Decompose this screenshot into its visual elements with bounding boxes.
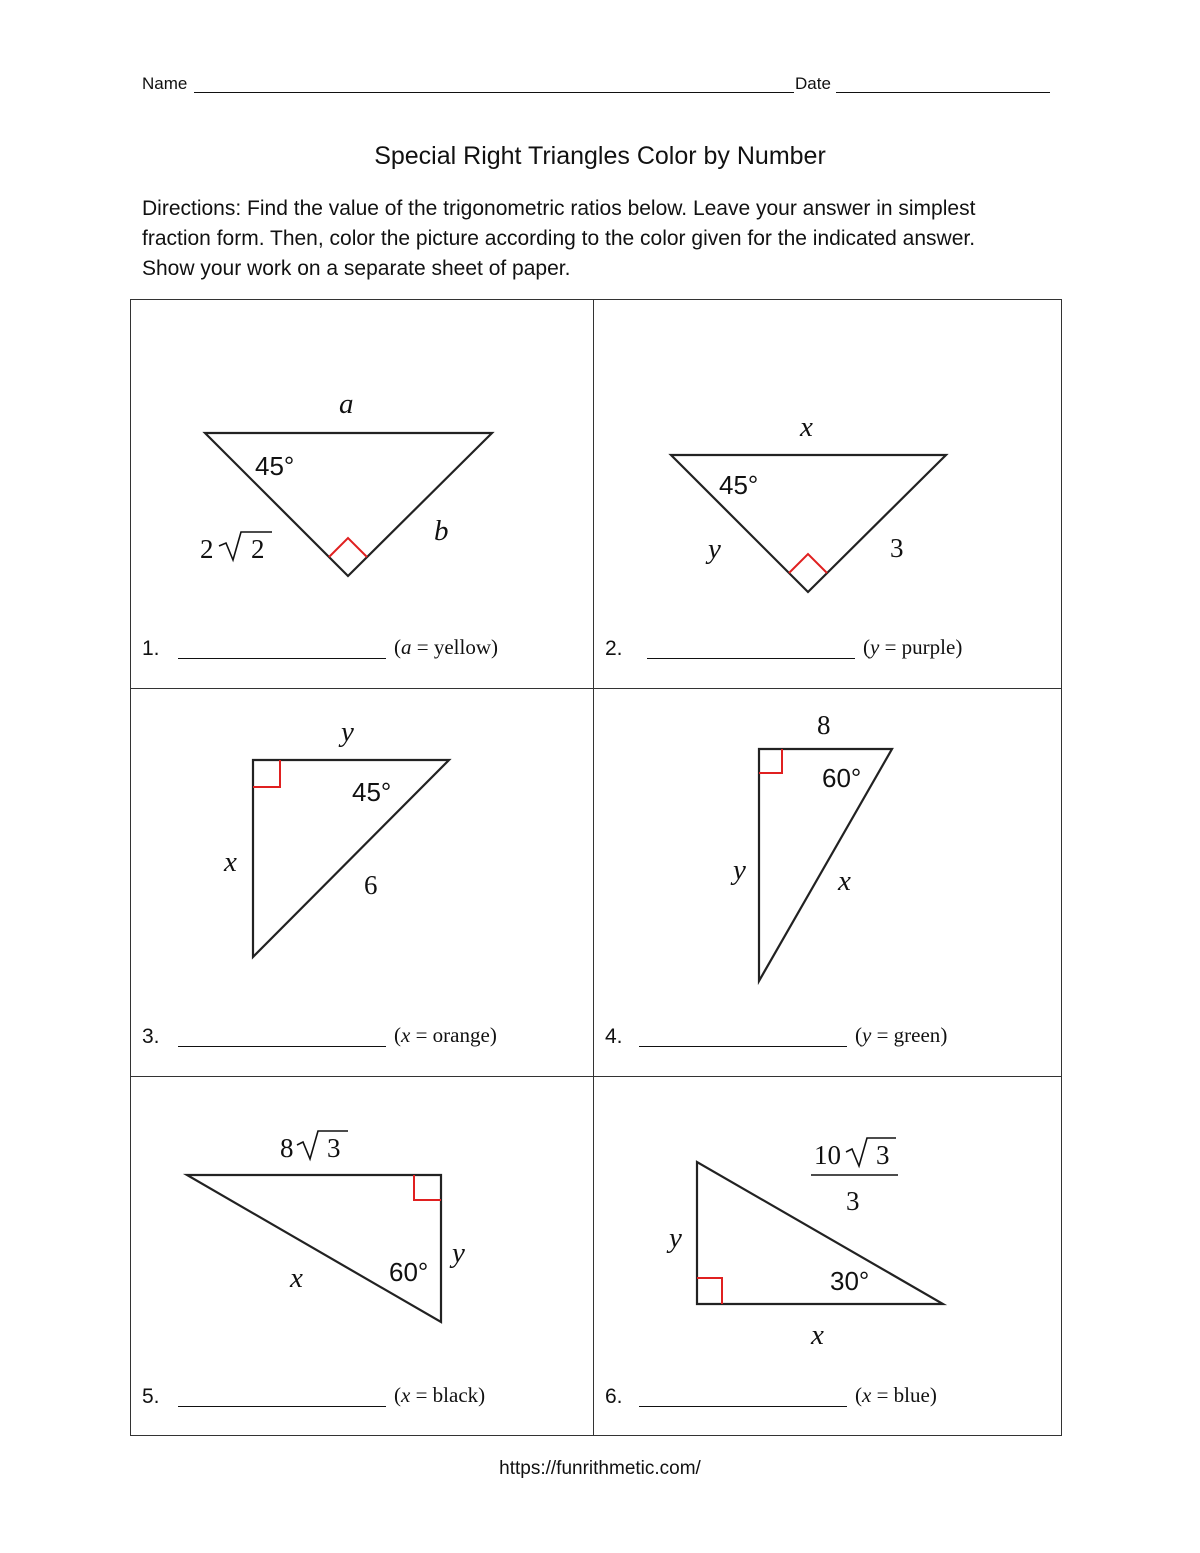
color-hint-6: (x = blue)	[855, 1383, 937, 1407]
p5-label-top-rad: 3	[327, 1133, 341, 1163]
name-label: Name	[142, 74, 188, 93]
right-angle-marker-6	[697, 1278, 722, 1304]
hint-equals-4: =	[876, 1023, 889, 1047]
triangle-3	[253, 760, 449, 957]
p1-label-top: a	[339, 388, 354, 420]
hint-equals-1: =	[416, 635, 429, 659]
triangle-6	[697, 1162, 943, 1304]
p2-label-left: y	[708, 533, 721, 565]
answer-blank-4[interactable]	[639, 1046, 847, 1047]
p4-label-hyp: x	[838, 865, 851, 897]
hint-equals-5: =	[415, 1383, 428, 1407]
hint-equals-2: =	[884, 635, 897, 659]
p1-label-left-coef: 2	[200, 534, 214, 564]
color-hint-2: (y = purple)	[863, 635, 963, 659]
p2-label-top: x	[800, 411, 813, 443]
p5-label-hyp: x	[290, 1262, 303, 1294]
right-angle-marker-2	[789, 554, 827, 573]
hint-variable-3: x	[401, 1023, 411, 1047]
p4-label-angle: 60°	[822, 763, 862, 793]
hint-color-3: orange	[432, 1023, 490, 1047]
right-angle-marker-1	[329, 538, 367, 557]
p6-label-hyp-num-coef: 10	[814, 1140, 841, 1170]
p6-label-hyp-num-rad: 3	[876, 1140, 890, 1170]
hint-color-6: blue	[893, 1383, 930, 1407]
hint-color-5: black	[432, 1383, 479, 1407]
triangle-2	[671, 455, 946, 592]
hint-variable-5: x	[401, 1383, 411, 1407]
color-hint-5: (x = black)	[394, 1383, 486, 1407]
p2-label-angle: 45°	[719, 470, 759, 500]
hint-variable-1: a	[401, 635, 412, 659]
p1-label-angle: 45°	[255, 451, 295, 481]
p2-label-right: 3	[890, 533, 904, 563]
p3-label-angle: 45°	[352, 777, 392, 807]
hint-variable-2: y	[870, 635, 880, 659]
problem-number-1: 1.	[142, 637, 160, 660]
p5-label-top-coef: 8	[280, 1133, 294, 1163]
p4-label-left: y	[733, 854, 746, 886]
hint-color-4: green	[893, 1023, 941, 1047]
hint-equals-3: =	[415, 1023, 428, 1047]
hint-color-1: yellow	[433, 635, 491, 659]
answer-blank-1[interactable]	[178, 658, 386, 659]
p6-label-angle: 30°	[830, 1266, 870, 1296]
p6-label-hyp-den: 3	[846, 1186, 860, 1216]
answer-blank-2[interactable]	[647, 658, 855, 659]
problem-number-6: 6.	[605, 1385, 623, 1408]
date-label: Date	[795, 74, 831, 93]
p3-label-left: x	[224, 846, 237, 878]
p1-label-left-rad: 2	[251, 534, 265, 564]
p1-label-right: b	[434, 515, 449, 547]
p4-label-top: 8	[817, 710, 831, 740]
answer-blank-3[interactable]	[178, 1046, 386, 1047]
answer-blank-6[interactable]	[639, 1406, 847, 1407]
p3-label-hyp: 6	[364, 870, 378, 900]
problem-number-3: 3.	[142, 1025, 160, 1048]
right-angle-marker-3	[253, 760, 280, 787]
color-hint-1: (a = yellow)	[394, 635, 498, 659]
hint-color-2: purple	[901, 635, 956, 659]
right-angle-marker-4	[759, 749, 782, 773]
page-title: Special Right Triangles Color by Number	[374, 142, 826, 170]
triangle-1	[205, 433, 492, 576]
p3-label-top: y	[341, 716, 354, 748]
right-angle-marker-5	[414, 1175, 441, 1200]
problem-number-2: 2.	[605, 637, 623, 660]
directions-text: : Find the value of the trigonometric ratios below. Leave your answer in simplest fraction form. Then, color the picture according to the color given for the indicated answer. Show your work on a separate sheet of paper.	[142, 197, 976, 280]
p5-label-angle: 60°	[389, 1257, 429, 1287]
p6-label-bottom: x	[811, 1319, 824, 1351]
p5-label-right: y	[452, 1237, 465, 1269]
color-hint-3: (x = orange)	[394, 1023, 497, 1047]
color-hint-4: (y = green)	[855, 1023, 948, 1047]
footer-url[interactable]: https://funrithmetic.com/	[499, 1458, 701, 1479]
hint-variable-4: y	[862, 1023, 872, 1047]
directions-label: Directions	[142, 197, 236, 220]
p6-label-left: y	[669, 1222, 682, 1254]
answer-blank-5[interactable]	[178, 1406, 386, 1407]
hint-equals-6: =	[876, 1383, 889, 1407]
hint-variable-6: x	[862, 1383, 872, 1407]
problem-number-5: 5.	[142, 1385, 160, 1408]
problem-number-4: 4.	[605, 1025, 623, 1048]
triangle-5	[187, 1175, 441, 1322]
